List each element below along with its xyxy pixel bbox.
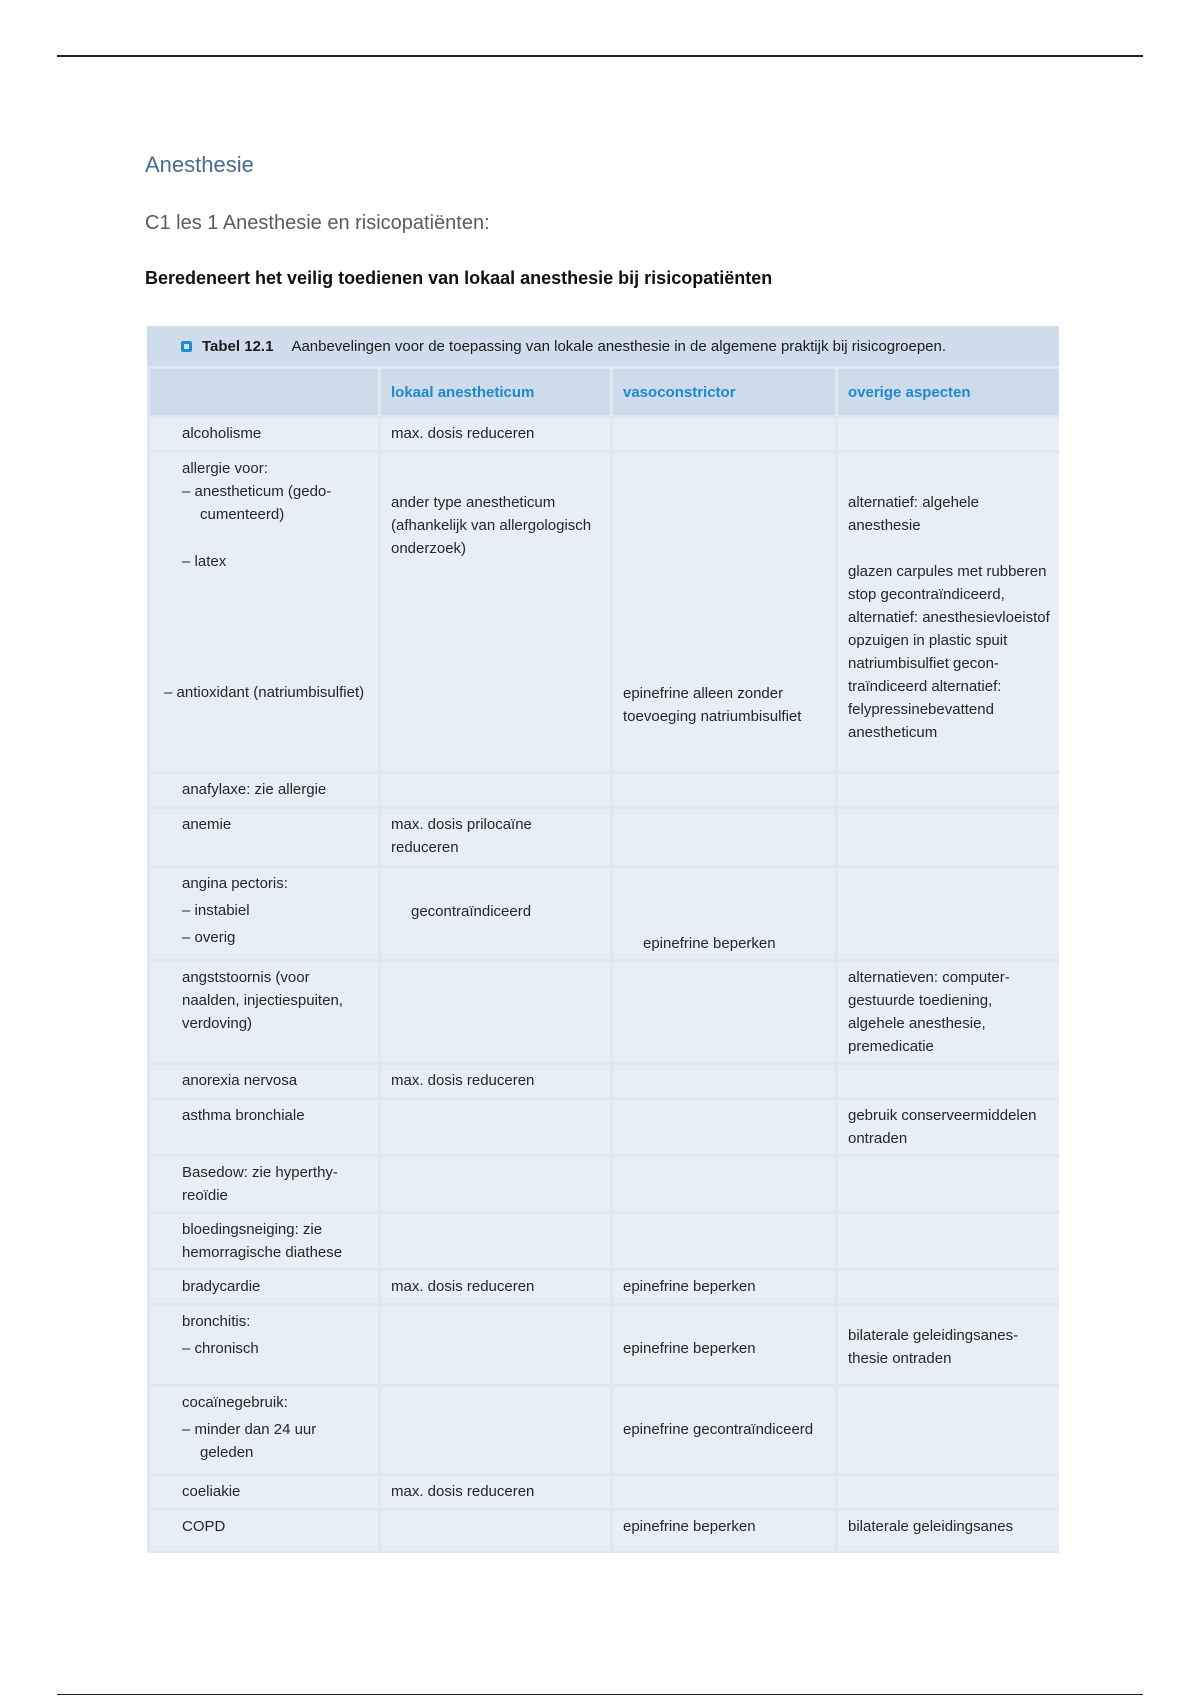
other-cell [838,1157,1059,1211]
condition-cell: alcoholisme [150,418,378,450]
table-row [150,418,1059,450]
table-row [150,962,1059,1062]
condition-title: cocaïnegebruik: [182,1394,288,1411]
table-row [150,774,1059,806]
condition-sub-item: – antioxidant (natriumbisulfiet) [164,681,368,704]
vasoconstrictor-text: epinefrine beperken [623,1340,756,1357]
vasoconstrictor-cell [613,868,835,959]
other-cell [838,868,1059,959]
table-caption [147,326,1059,366]
anesthetic-cell [381,1100,610,1154]
table-marker-icon [181,341,192,352]
vasoconstrictor-cell [613,1387,835,1473]
top-rule [57,55,1143,57]
condition-cell [150,868,378,959]
anesthetic-cell: max. dosis reduceren [381,1065,610,1097]
table-row [150,453,1059,771]
other-cell: bilaterale geleidingsanes [838,1511,1059,1551]
anesthetic-cell: max. dosis reduceren [381,1476,610,1508]
section-heading: C1 les 1 Anesthesie en risicopatiënten: [145,212,490,234]
anesthetic-cell [381,1157,610,1211]
other-cell [838,1387,1059,1473]
vasoconstrictor-cell: epinefrine beperken [613,1271,835,1303]
header-vasoconstrictor: vasoconstrictor [613,369,835,415]
page-heading: Anesthesie [145,152,254,177]
other-cell [838,1271,1059,1303]
other-cell [838,1065,1059,1097]
condition-cell: bloedingsneiging: zie hemorragische diathese [150,1214,378,1268]
condition-sub-item: – latex [182,550,368,573]
condition-sub-item: – minder dan 24 uur geleden [182,1418,368,1464]
table-row [150,1306,1059,1384]
table-row [150,809,1059,865]
anesthetic-cell: max. dosis reduceren [381,1271,610,1303]
anesthetic-cell [381,1306,610,1384]
anesthetic-text: gecontraïndiceerd [411,903,532,920]
other-cell [838,1306,1059,1384]
header-condition [150,369,378,415]
condition-cell: anafylaxe: zie allergie [150,774,378,806]
other-cell [838,1214,1059,1268]
header-local-anesthetic: lokaal anestheticum [381,369,610,415]
condition-cell [150,453,378,771]
vasoconstrictor-cell [613,1214,835,1268]
other-cell [838,809,1059,865]
recommendations-table [147,326,1059,1553]
vasoconstrictor-text: epinefrine gecontraïndiceerd [623,1421,814,1438]
condition-cell: anemie [150,809,378,865]
table-row [150,868,1059,959]
table-row [150,1100,1059,1154]
anesthetic-cell: max. dosis prilocaïne reduceren [381,809,610,865]
vasoconstrictor-cell [613,1065,835,1097]
table-row [150,1271,1059,1303]
condition-sub-item: – chronisch [182,1337,368,1360]
condition-cell: COPD [150,1511,378,1551]
table-row [150,1065,1059,1097]
anesthetic-cell [381,1511,610,1551]
table-row [150,1476,1059,1508]
vasoconstrictor-cell [613,418,835,450]
condition-cell [150,1387,378,1473]
vasoconstrictor-cell [613,1476,835,1508]
vasoconstrictor-cell [613,962,835,1062]
vasoconstrictor-cell [613,809,835,865]
condition-cell [150,1306,378,1384]
anesthetic-cell: max. dosis reduceren [381,418,610,450]
table-header-row [150,369,1059,415]
table-row [150,1214,1059,1268]
header-other-aspects: overige aspecten [838,369,1059,415]
other-cell [838,418,1059,450]
other-text: glazen carpules met rubberen stop gecontraïndiceerd, alternatief: anesthesievloeistof opzuigen in plastic spuit [848,563,1050,649]
condition-title: angina pectoris: [182,875,288,892]
bottom-rule [57,1694,1143,1695]
anesthetic-cell [381,868,610,959]
condition-sub-item: – overig [182,926,368,949]
other-text: bilaterale geleidingsanesthesie ontraden [848,1327,1019,1367]
condition-cell: anorexia nervosa [150,1065,378,1097]
condition-cell: Basedow: zie hyperthyreoïdie [150,1157,378,1211]
vasoconstrictor-cell [613,774,835,806]
table-row [150,1157,1059,1211]
other-cell: alternatieven: computergestuurde toediening, algehele anesthesie, premedicatie [838,962,1059,1062]
condition-title: allergie voor: [182,460,268,477]
anesthetic-cell [381,1387,610,1473]
condition-cell: bradycardie [150,1271,378,1303]
table-row [150,1511,1059,1551]
other-cell [838,453,1059,771]
vasoconstrictor-cell [613,1157,835,1211]
other-text: alternatief: algehele anesthesie [848,494,979,534]
vasoconstrictor-cell [613,1306,835,1384]
anesthetic-cell [381,774,610,806]
other-cell [838,1476,1059,1508]
condition-cell: angststoornis (voor naalden, injectiespuiten, verdoving) [150,962,378,1062]
vasoconstrictor-cell [613,453,835,771]
learning-goal: Beredeneert het veilig toedienen van lokaal anesthesie bij risicopatiënten [145,268,773,288]
other-text: natriumbisulfiet gecontraïndiceerd alternatief: felypressinebevattend anestheticum [848,655,1002,741]
condition-sub-item: – anestheticum (gedocumenteerd) [182,480,368,526]
vasoconstrictor-text: epinefrine beperken [643,935,776,952]
anesthetic-text: ander type anestheticum (afhankelijk van allergologisch onderzoek) [391,494,592,557]
table-row [150,1387,1059,1473]
other-cell: gebruik conserveermiddelen ontraden [838,1100,1059,1154]
vasoconstrictor-cell: epinefrine beperken [613,1511,835,1551]
table [147,366,1059,1553]
anesthetic-cell [381,1214,610,1268]
anesthetic-cell [381,453,610,771]
condition-title: bronchitis: [182,1313,251,1330]
vasoconstrictor-cell [613,1100,835,1154]
other-cell [838,774,1059,806]
condition-sub-item: – instabiel [182,899,368,922]
table-caption-label: Tabel 12.1 [202,337,274,355]
table-caption-text: Aanbevelingen voor de toepassing van lokale anesthesie in de algemene praktijk bij risicogroepen. [291,337,947,355]
vasoconstrictor-text: epinefrine alleen zonder toevoeging natriumbisulfiet [623,685,802,725]
condition-cell: asthma bronchiale [150,1100,378,1154]
anesthetic-cell [381,962,610,1062]
condition-cell: coeliakie [150,1476,378,1508]
